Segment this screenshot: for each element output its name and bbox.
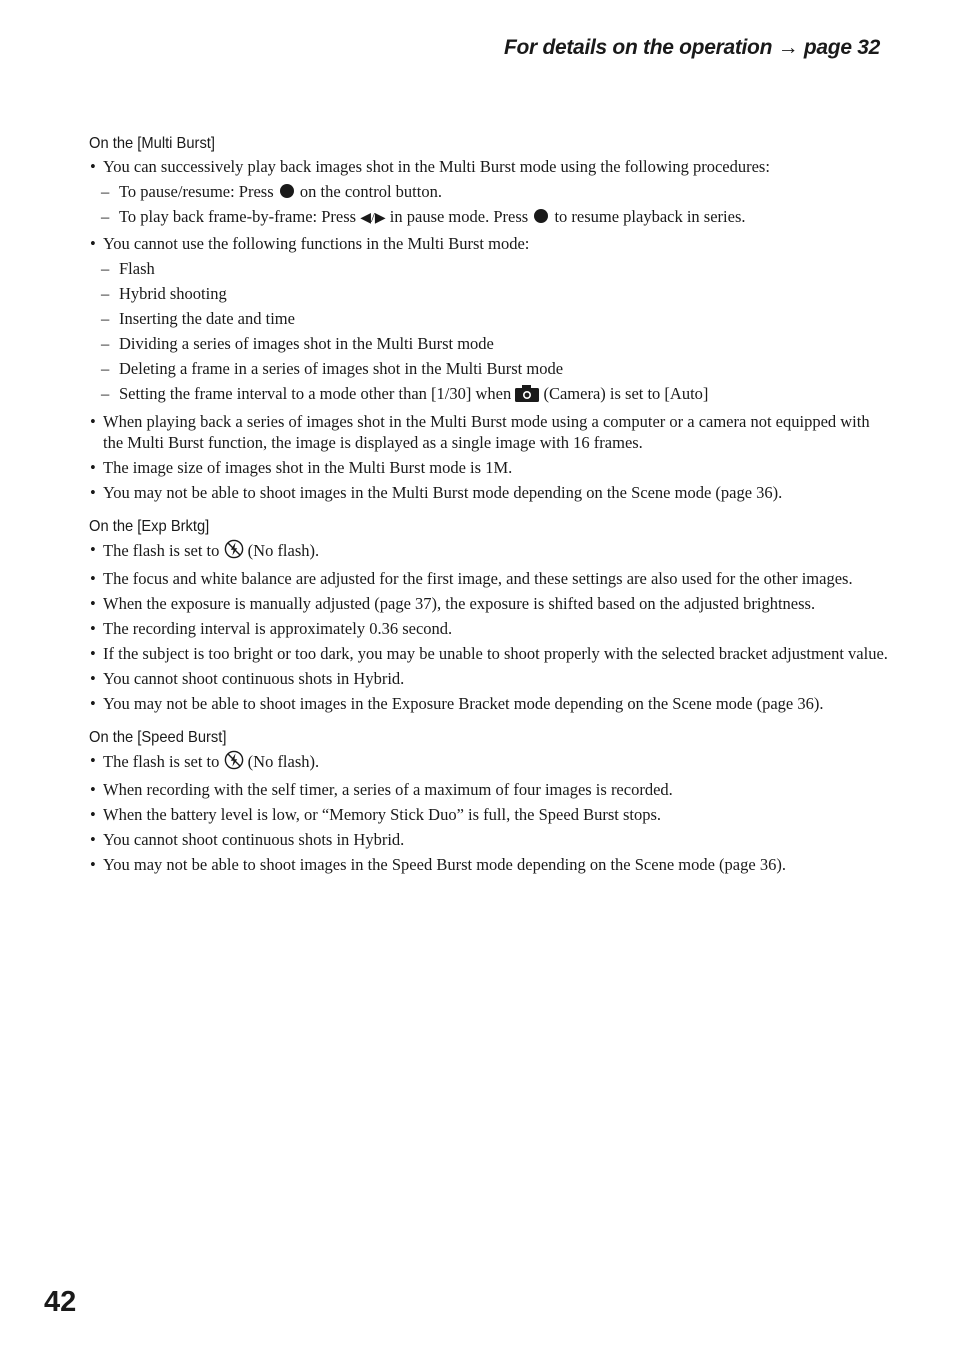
list-item: • If the subject is too bright or too dark, you may be unable to shoot properly with the selected bracket adjustment value. [89,643,889,664]
list-item: • You may not be able to shoot images in the Multi Burst mode depending on the Scene mode (page 36). [89,482,889,503]
list-item: • The flash is set to (No flash). [89,539,889,564]
list-item: • You cannot shoot continuous shots in Hybrid. [89,668,889,689]
section-exp-brktg [89,514,889,714]
list-item: • You may not be able to shoot images in the Exposure Bracket mode depending on the Scene mode (page 36). [89,693,889,714]
page-content [89,131,889,886]
list-item: • You cannot shoot continuous shots in Hybrid. [89,829,889,850]
list-subitem: – To pause/resume: Press on the control button. [89,181,889,202]
list-subitem: – Setting the frame interval to a mode other than [1/30] when (Camera) is set to [Auto] [89,383,889,407]
list-item: • When the exposure is manually adjusted (page 37), the exposure is shifted based on the adjusted brightness. [89,593,889,614]
header-page-reference: For details on the operation → page 32 [504,36,880,59]
list-item: • The image size of images shot in the Multi Burst mode is 1M. [89,457,889,478]
list-item: • The recording interval is approximately 0.36 second. [89,618,889,639]
section-speed-burst [89,725,889,875]
list-item: • You cannot use the following functions in the Multi Burst mode: [89,233,889,254]
no-flash-icon [224,539,244,564]
left-right-arrow-icon: ◀/▶ [360,211,386,226]
list-item: • You may not be able to shoot images in the Speed Burst mode depending on the Scene mode (page 36). [89,854,889,875]
no-flash-icon [224,750,244,775]
list-item: • You can successively play back images shot in the Multi Burst mode using the following procedures: [89,156,889,177]
list-item: • The flash is set to (No flash). [89,750,889,775]
list-item: • The focus and white balance are adjusted for the first image, and these settings are also used for the other images. [89,568,889,589]
section-title: On the [Exp Brktg] [89,518,210,535]
list-subitem: – To play back frame-by-frame: Press ◀/▶ in pause mode. Press to resume playback in series. [89,206,889,229]
center-button-icon [534,209,548,223]
list-item: • When the battery level is low, or “Memory Stick Duo” is full, the Speed Burst stops. [89,804,889,825]
section-multi-burst [89,131,889,503]
section-title: On the [Speed Burst] [89,729,227,746]
page-number: 42 [44,1286,77,1318]
list-subitem: – Dividing a series of images shot in the Multi Burst mode [89,333,889,354]
list-subitem: – Deleting a frame in a series of images shot in the Multi Burst mode [89,358,889,379]
list-item: • When recording with the self timer, a series of a maximum of four images is recorded. [89,779,889,800]
section-title: On the [Multi Burst] [89,135,215,152]
list-subitem: – Inserting the date and time [89,308,889,329]
list-subitem: – Flash [89,258,889,279]
list-subitem: – Hybrid shooting [89,283,889,304]
list-item: • When playing back a series of images shot in the Multi Burst mode using a computer or a camera not equipped with the Multi Burst function, the image is displayed as a single image with 16 frames. [89,411,889,453]
center-button-icon [280,184,294,198]
camera-icon [515,385,539,407]
